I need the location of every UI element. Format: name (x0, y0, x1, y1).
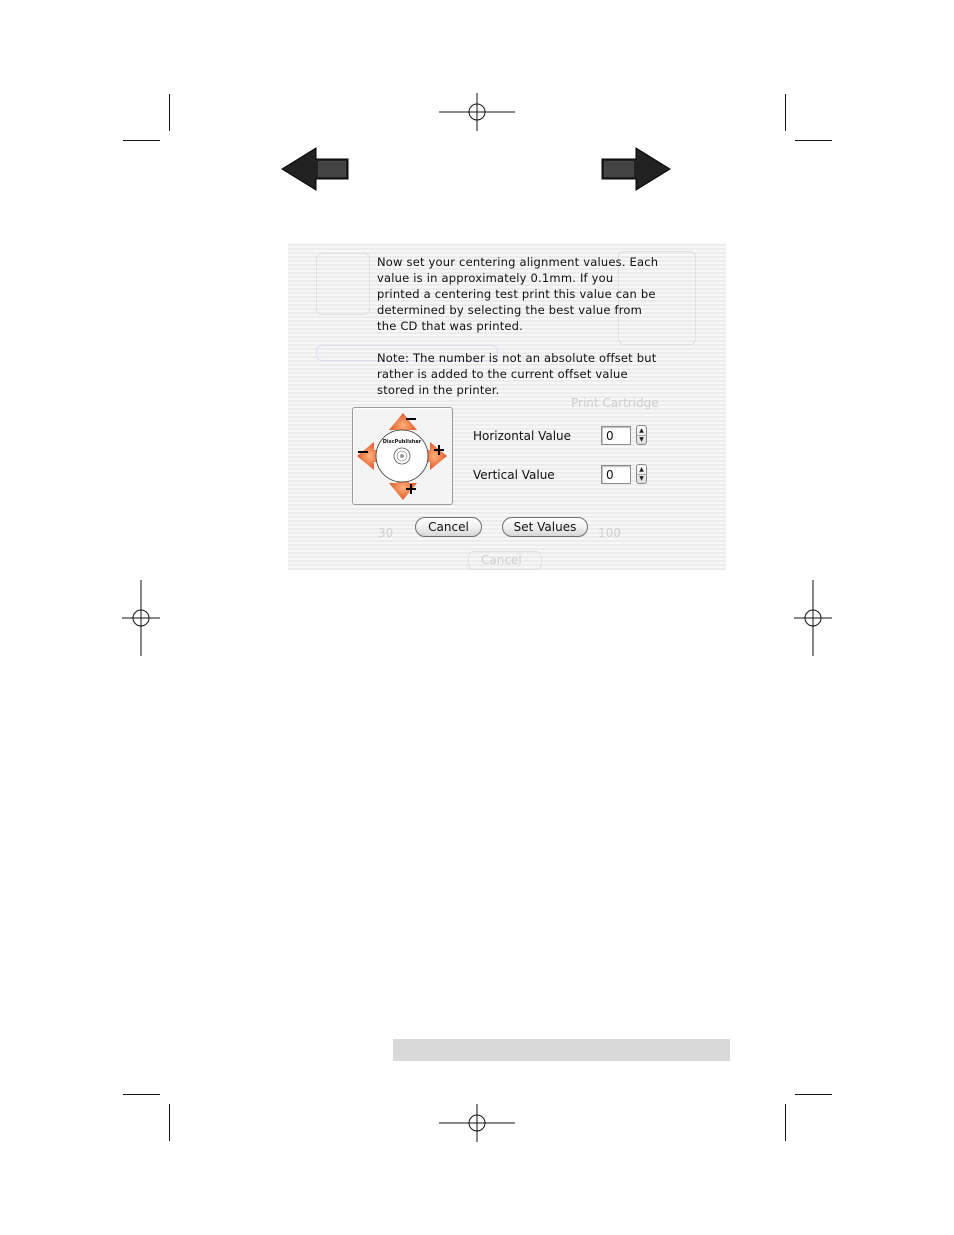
crop-mark (785, 1104, 786, 1141)
horizontal-value-stepper[interactable] (636, 425, 647, 445)
registration-mark-icon (439, 1104, 515, 1142)
cd-alignment-icon (353, 408, 452, 504)
stepper-up-icon[interactable]: ▲ (637, 465, 646, 475)
vertical-value-label: Vertical Value (473, 468, 555, 482)
ghost-window (316, 253, 370, 315)
stepper-down-icon[interactable]: ▼ (639, 475, 644, 482)
instruction-text: Now set your centering alignment values. Each value is in approximately 0.1mm. If you printed a centering test print this value can be determined by selecting the best value from the CD that was printed. (377, 255, 659, 333)
registration-mark-icon (439, 93, 515, 131)
vertical-value-stepper[interactable] (636, 464, 647, 484)
registration-mark-icon (122, 580, 160, 656)
cd-brand-label: DiscPublisher (382, 439, 422, 445)
footer-bar (393, 1039, 730, 1061)
note-text: Note: The number is not an absolute offset but rather is added to the current offset value stored in the printer. (377, 351, 657, 397)
vertical-value-field[interactable]: 0 (601, 465, 631, 484)
crop-mark (795, 140, 832, 141)
crop-mark (169, 1104, 170, 1141)
ghost-number: 30 (378, 526, 394, 540)
right-arrow-icon[interactable] (600, 147, 672, 191)
crop-mark (795, 1094, 832, 1095)
ghost-button-label: Cancel (481, 553, 522, 567)
crop-mark (169, 94, 170, 131)
horizontal-value-field[interactable]: 0 (601, 426, 631, 445)
ghost-number: 100 (598, 526, 621, 540)
cancel-button[interactable]: Cancel (415, 517, 482, 537)
centering-alignment-dialog (288, 243, 726, 570)
crop-mark (123, 140, 160, 141)
cd-image-panel (352, 407, 453, 505)
stepper-down-icon[interactable]: ▼ (639, 436, 644, 443)
crop-mark (123, 1094, 160, 1095)
left-arrow-icon[interactable] (280, 147, 352, 191)
ghost-label: Print Cartridge (571, 396, 659, 410)
set-values-button[interactable]: Set Values (502, 517, 588, 537)
stepper-up-icon[interactable]: ▲ (637, 426, 646, 436)
registration-mark-icon (794, 580, 832, 656)
ghost-button (468, 551, 542, 570)
horizontal-value-label: Horizontal Value (473, 429, 572, 443)
crop-mark (785, 94, 786, 131)
